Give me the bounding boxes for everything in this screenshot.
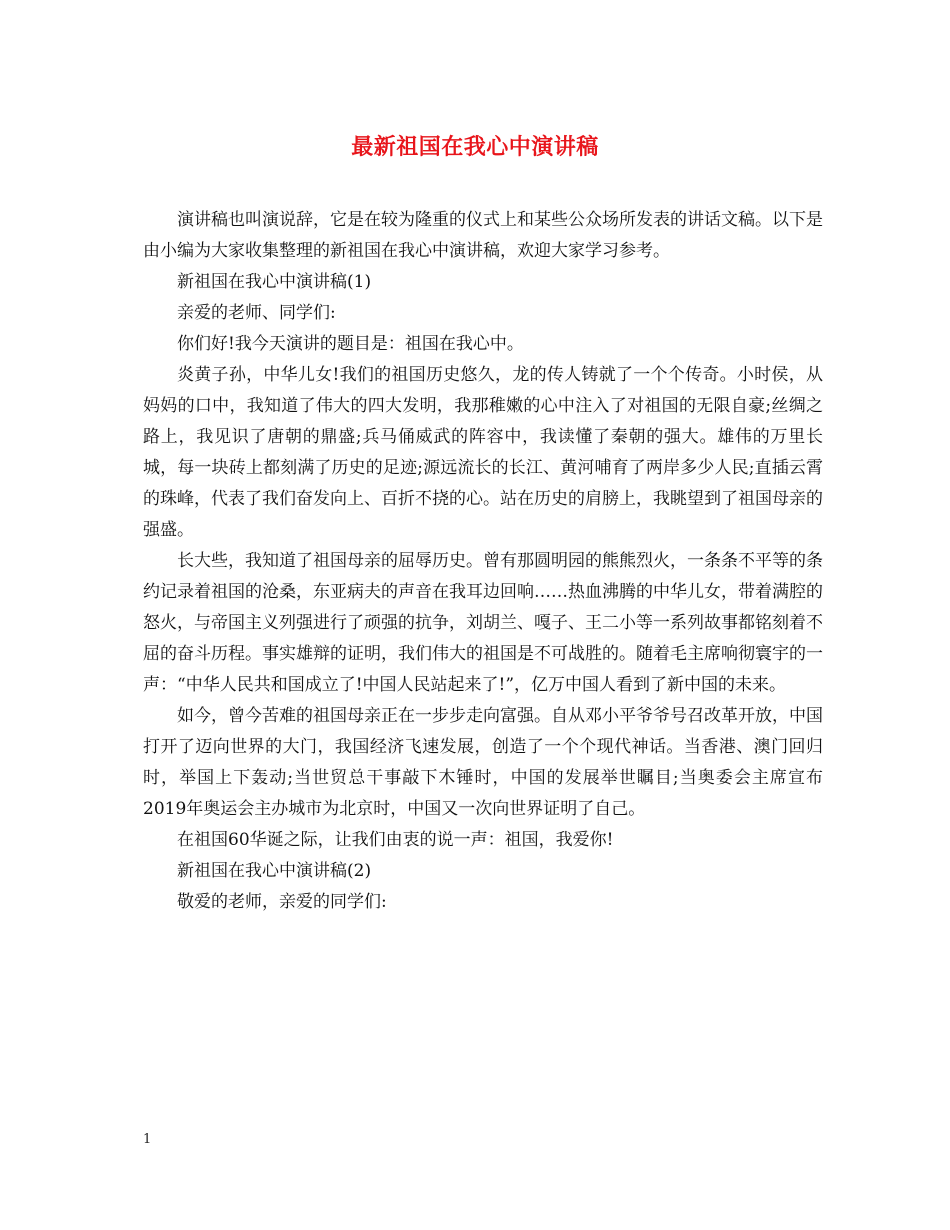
- section-heading-2: 新祖国在我心中演讲稿(2): [177, 861, 372, 881]
- paragraph-closing: 在祖国60华诞之际，让我们由衷的说一声：祖国，我爱你!: [177, 830, 614, 850]
- page-number: 1: [143, 1132, 152, 1147]
- paragraph-greeting: 你们好!我今天演讲的题目是：祖国在我心中。: [177, 334, 524, 354]
- salutation-1: 亲爱的老师、同学们:: [177, 303, 336, 323]
- paragraph-humiliation: 长大些，我知道了祖国母亲的屈辱历史。曾有那圆明园的熊熊烈火，一条条不平等的条约记录着祖国的沧桑，东亚病夫的声音在我耳边回响……热血沸腾的中华儿女，带着满腔的怒火，与帝国主义列强进行了顽强的抗争，刘胡兰、嘎子、王二小等一系列故事都铭刻着不屈的奋斗历程。事实雄辩的证明，我们伟大的祖国是不可战胜的。随着毛主席响彻寰宇的一声：“中华人民共和国成立了!中国人民站起来了!”，亿万中国人看到了新中国的未来。: [143, 551, 823, 695]
- section-heading-1: 新祖国在我心中演讲稿(1): [177, 272, 372, 292]
- salutation-2: 敬爱的老师，亲爱的同学们:: [177, 892, 387, 912]
- document-body: [143, 205, 823, 918]
- document-title: 最新祖国在我心中演讲稿: [351, 134, 599, 160]
- paragraph-intro: 演讲稿也叫演说辞，它是在较为隆重的仪式上和某些公众场所发表的讲话文稿。以下是由小编为大家收集整理的新祖国在我心中演讲稿，欢迎大家学习参考。: [143, 210, 823, 261]
- paragraph-history: 炎黄子孙，中华儿女!我们的祖国历史悠久，龙的传人铸就了一个个传奇。小时侯，从妈妈的口中，我知道了伟大的四大发明，我那稚嫩的心中注入了对祖国的无限自豪;丝绸之路上，我见识了唐朝的鼎盛;兵马俑威武的阵容中，我读懂了秦朝的强大。雄伟的万里长城，每一块砖上都刻满了历史的足迹;源远流长的长江、黄河哺育了两岸多少人民;直插云霄的珠峰，代表了我们奋发向上、百折不挠的心。站在历史的肩膀上，我眺望到了祖国母亲的强盛。: [143, 365, 823, 540]
- paragraph-today: 如今，曾今苦难的祖国母亲正在一步步走向富强。自从邓小平爷爷号召改革开放，中国打开了迈向世界的大门，我国经济飞速发展，创造了一个个现代神话。当香港、澳门回归时，举国上下轰动;当世贸总干事敲下木锤时，中国的发展举世瞩目;当奥委会主席宣布2019年奥运会主办城市为北京时，中国又一次向世界证明了自己。: [143, 706, 823, 819]
